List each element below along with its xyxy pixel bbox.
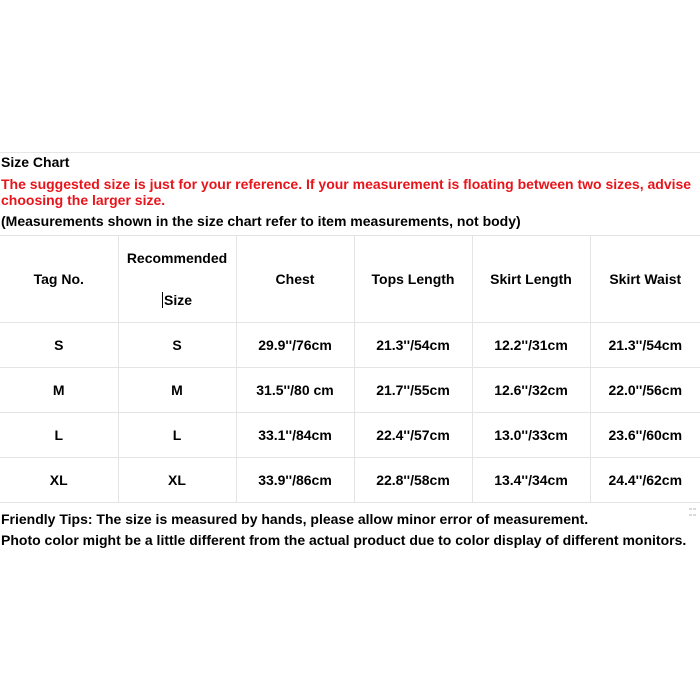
cell-tops-length: 22.8''/58cm <box>354 458 472 503</box>
cell-chest: 33.1''/84cm <box>236 413 354 458</box>
cell-tag: XL <box>0 458 118 503</box>
cell-skirt-waist: 23.6''/60cm <box>590 413 700 458</box>
table-row <box>0 323 700 368</box>
header-recommended-size <box>118 236 236 323</box>
cell-skirt-length: 12.6''/32cm <box>472 368 590 413</box>
cell-skirt-waist: 21.3''/54cm <box>590 323 700 368</box>
cell-recommended: S <box>118 323 236 368</box>
cell-recommended: L <box>118 413 236 458</box>
header-skirt-length: Skirt Length <box>472 236 590 323</box>
header-recommended-line2: Size <box>163 292 192 308</box>
cell-skirt-length: 12.2''/31cm <box>472 323 590 368</box>
cell-chest: 33.9''/86cm <box>236 458 354 503</box>
table-row <box>0 458 700 503</box>
size-recommendation-notice: The suggested size is just for your reference. If your measurement is floating between two sizes, advise choosing the larger size. <box>1 176 692 208</box>
table-row <box>0 368 700 413</box>
friendly-tips: Friendly Tips: The size is measured by hands, please allow minor error of measurement. <box>1 511 589 527</box>
cell-recommended: M <box>118 368 236 413</box>
cell-tag: S <box>0 323 118 368</box>
table-header-row <box>0 236 700 323</box>
header-skirt-waist: Skirt Waist <box>590 236 700 323</box>
table-row <box>0 413 700 458</box>
cell-tag: L <box>0 413 118 458</box>
header-chest: Chest <box>236 236 354 323</box>
size-chart-title: Size Chart <box>1 154 70 170</box>
cell-chest: 29.9''/76cm <box>236 323 354 368</box>
measurement-disclaimer: (Measurements shown in the size chart refer to item measurements, not body) <box>1 213 521 229</box>
cell-tag: M <box>0 368 118 413</box>
size-table <box>0 235 700 503</box>
photo-color-note: Photo color might be a little different from the actual product due to color display of different monitors. <box>1 532 687 548</box>
cell-skirt-length: 13.0''/33cm <box>472 413 590 458</box>
cell-tops-length: 22.4''/57cm <box>354 413 472 458</box>
cell-skirt-length: 13.4''/34cm <box>472 458 590 503</box>
header-recommended-line1: Recommended <box>126 250 228 266</box>
top-divider <box>0 152 700 153</box>
cell-skirt-waist: 22.0''/56cm <box>590 368 700 413</box>
cell-chest: 31.5''/80 cm <box>236 368 354 413</box>
cell-recommended: XL <box>118 458 236 503</box>
watermark-mark <box>688 506 698 520</box>
cell-tops-length: 21.3''/54cm <box>354 323 472 368</box>
cell-tops-length: 21.7''/55cm <box>354 368 472 413</box>
header-tops-length: Tops Length <box>354 236 472 323</box>
text-cursor <box>162 292 163 308</box>
cell-skirt-waist: 24.4''/62cm <box>590 458 700 503</box>
header-tag-no: Tag No. <box>0 236 118 323</box>
